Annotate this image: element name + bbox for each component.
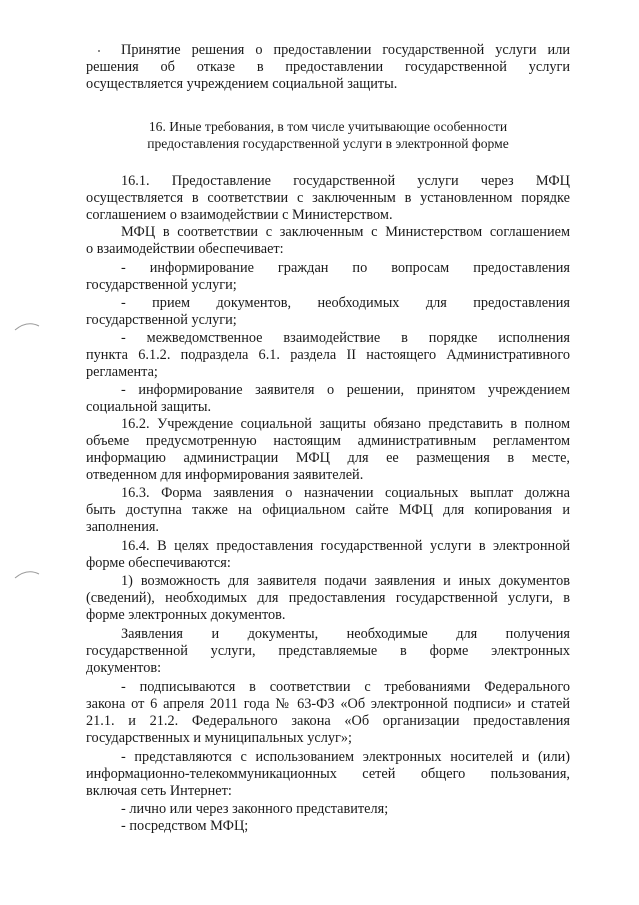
scan-speck xyxy=(98,50,100,52)
submitted-item-line-1: - представляются с использованием электронных носителей и (или) xyxy=(121,749,570,765)
applications-para-line-1: Заявления и документы, необходимые для получения xyxy=(121,626,570,642)
section-heading-line-2: предоставления государственной услуги в электронной форме xyxy=(147,136,509,151)
para-16-2-line-1: 16.2. Учреждение социальной защиты обязано представить в полном xyxy=(121,416,570,432)
para-16-2-line-4: отведенном для информирования заявителей. xyxy=(86,467,364,483)
list-item-decision-line-1: - информирование заявителя о решении, принятом учреждением xyxy=(121,382,570,398)
applications-para-line-3: документов: xyxy=(86,660,162,676)
scan-margin-mark xyxy=(14,320,40,332)
signed-item-line-2: закона от 6 апреля 2011 года № 63-ФЗ «Об электронной подписи» и статей xyxy=(86,696,570,712)
list-item-interagency-line-1: - межведомственное взаимодействие в порядке исполнения xyxy=(121,330,570,346)
list-item-info-line-1: - информирование граждан по вопросам предоставления xyxy=(121,260,570,276)
list-item-interagency-line-3: регламента; xyxy=(86,364,158,380)
para-16-1-line-3: соглашением о взаимодействии с Министерством. xyxy=(86,207,393,223)
para-16-4-item-1-line-2: (сведений), необходимых для предоставления государственной услуги, в xyxy=(86,590,570,606)
list-item-intake-line-1: - прием документов, необходимых для предоставления xyxy=(121,295,570,311)
intro-line-3: осуществляется учреждением социальной защиты. xyxy=(86,76,398,92)
scan-margin-mark xyxy=(14,568,40,580)
para-16-4-item-1-line-1: 1) возможность для заявителя подачи заявления и иных документов xyxy=(121,573,570,589)
para-16-3-line-3: заполнения. xyxy=(86,519,159,535)
via-mfc-item: - посредством МФЦ; xyxy=(121,818,249,834)
list-item-decision-line-2: социальной защиты. xyxy=(86,399,212,415)
signed-item-line-4: государственных и муниципальных услуг»; xyxy=(86,730,352,746)
applications-para-line-2: государственной услуги, представляемые в форме электронных xyxy=(86,643,570,659)
para-16-1-line-1: 16.1. Предоставление государственной услуги через МФЦ xyxy=(121,173,570,189)
submitted-item-line-3: включая сеть Интернет: xyxy=(86,783,232,799)
submitted-item-line-2: информационно-телекоммуникационных сетей общего пользования, xyxy=(86,766,570,782)
mfc-para-line-1: МФЦ в соответствии с заключенным с Министерством соглашением xyxy=(121,224,570,240)
in-person-item: - лично или через законного представителя; xyxy=(121,801,389,817)
signed-item-line-1: - подписываются в соответствии с требованиями Федерального xyxy=(121,679,570,695)
intro-line-1: Принятие решения о предоставлении государственной услуги или xyxy=(121,42,570,58)
mfc-para-line-2: о взаимодействии обеспечивает: xyxy=(86,241,284,257)
section-heading-line-1: 16. Иные требования, в том числе учитывающие особенности xyxy=(148,119,508,134)
para-16-4-line-1: 16.4. В целях предоставления государственной услуги в электронной xyxy=(121,538,570,554)
para-16-3-line-1: 16.3. Форма заявления о назначении социальных выплат должна xyxy=(121,485,570,501)
intro-line-2: решения об отказе в предоставлении государственной услуги xyxy=(86,59,570,75)
para-16-3-line-2: быть доступна также на официальном сайте МФЦ для копирования и xyxy=(86,502,570,518)
para-16-2-line-2: объеме предусмотренную настоящим административным регламентом xyxy=(86,433,570,449)
para-16-4-item-1-line-3: форме электронных документов. xyxy=(86,607,286,623)
list-item-interagency-line-2: пункта 6.1.2. подраздела 6.1. раздела II настоящего Административного xyxy=(86,347,570,363)
para-16-2-line-3: информацию администрации МФЦ для ее размещения в месте, xyxy=(86,450,570,466)
para-16-4-line-2: форме обеспечиваются: xyxy=(86,555,231,571)
list-item-intake-line-2: государственной услуги; xyxy=(86,312,237,328)
signed-item-line-3: 21.1. и 21.2. Федерального закона «Об организации предоставления xyxy=(86,713,570,729)
para-16-1-line-2: осуществляется в соответствии с заключенным в установленном порядке xyxy=(86,190,570,206)
list-item-info-line-2: государственной услуги; xyxy=(86,277,237,293)
